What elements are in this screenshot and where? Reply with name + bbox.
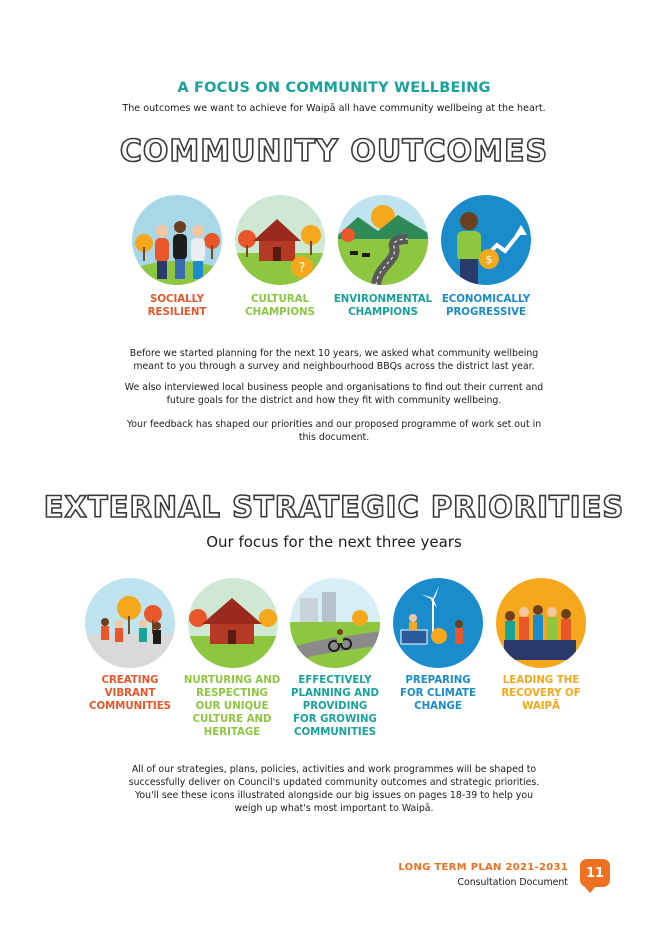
cycleway-icon [290,578,380,668]
priority-label-recovery-waipa: LEADING THE RECOVERY OF WAIPĀ [501,675,581,712]
crowd-icon [496,578,586,668]
page-number: 11 [585,865,605,881]
footer-title: LONG TERM PLAN 2021-2031 [398,862,568,873]
closing-paragraph: All of our strategies, plans, policies, activities and work programmes will be shaped to successfully deliver on Council's updated community outcomes and strategic priorities. You'll see these icons illustrated alongside our big issues on pages 18-39 to help you weigh up what's most important to Waipā. [128,764,540,814]
renewable-icon [393,578,483,668]
landscape-icon [338,195,428,285]
body-paragraph: Before we started planning for the next 10 years, we asked what community wellbeing meant to you through a survey and neighbourhood BBQs across the district last year. [129,348,539,372]
body-paragraph: We also interviewed local business people and organisations to find out their current and future goals for the district and how they fit with community wellbeing. [124,382,544,406]
priority-label-climate-change: PREPARING FOR CLIMATE CHANGE [400,675,476,712]
footer-subtitle: Consultation Document [457,877,568,888]
intro-text: The outcomes we want to achieve for Waipā all have community wellbeing at the heart. [122,103,546,114]
marae-icon [235,195,325,285]
outcome-label-economically-progressive: ECONOMICALLY PROGRESSIVE [441,294,531,318]
outcome-label-socially-resilient: SOCIALLY RESILIENT [147,294,207,318]
svg-text:$: $ [485,253,493,266]
section-kicker: A FOCUS ON COMMUNITY WELLBEING [177,80,491,96]
page-number-badge [580,859,610,887]
town-icon [85,578,175,668]
growth-icon [441,195,531,285]
priority-label-vibrant-communities: CREATING VIBRANT COMMUNITIES [88,675,172,712]
priority-label-growing-communities: EFFECTIVELY PLANNING AND PROVIDING FOR GROWING COMMUNITIES [291,675,379,738]
outcome-label-environmental-champions: ENVIRONMENTAL CHAMPIONS [333,294,433,318]
outcome-label-cultural-champions: CULTURAL CHAMPIONS [245,294,315,318]
priority-label-culture-heritage: NURTURING AND RESPECTING OUR UNIQUE CULTURE AND HERITAGE [183,675,281,738]
svg-text:?: ? [298,261,306,276]
strategic-priorities-title: EXTERNAL STRATEGIC PRIORITIES [43,490,625,524]
strategic-priorities-subtitle: Our focus for the next three years [206,533,462,551]
marae-icon [188,578,278,668]
community-outcomes-title: COMMUNITY OUTCOMES [119,134,549,169]
people-icon [132,195,222,285]
body-paragraph: Your feedback has shaped our priorities and our proposed programme of work set out in this document. [126,419,542,443]
